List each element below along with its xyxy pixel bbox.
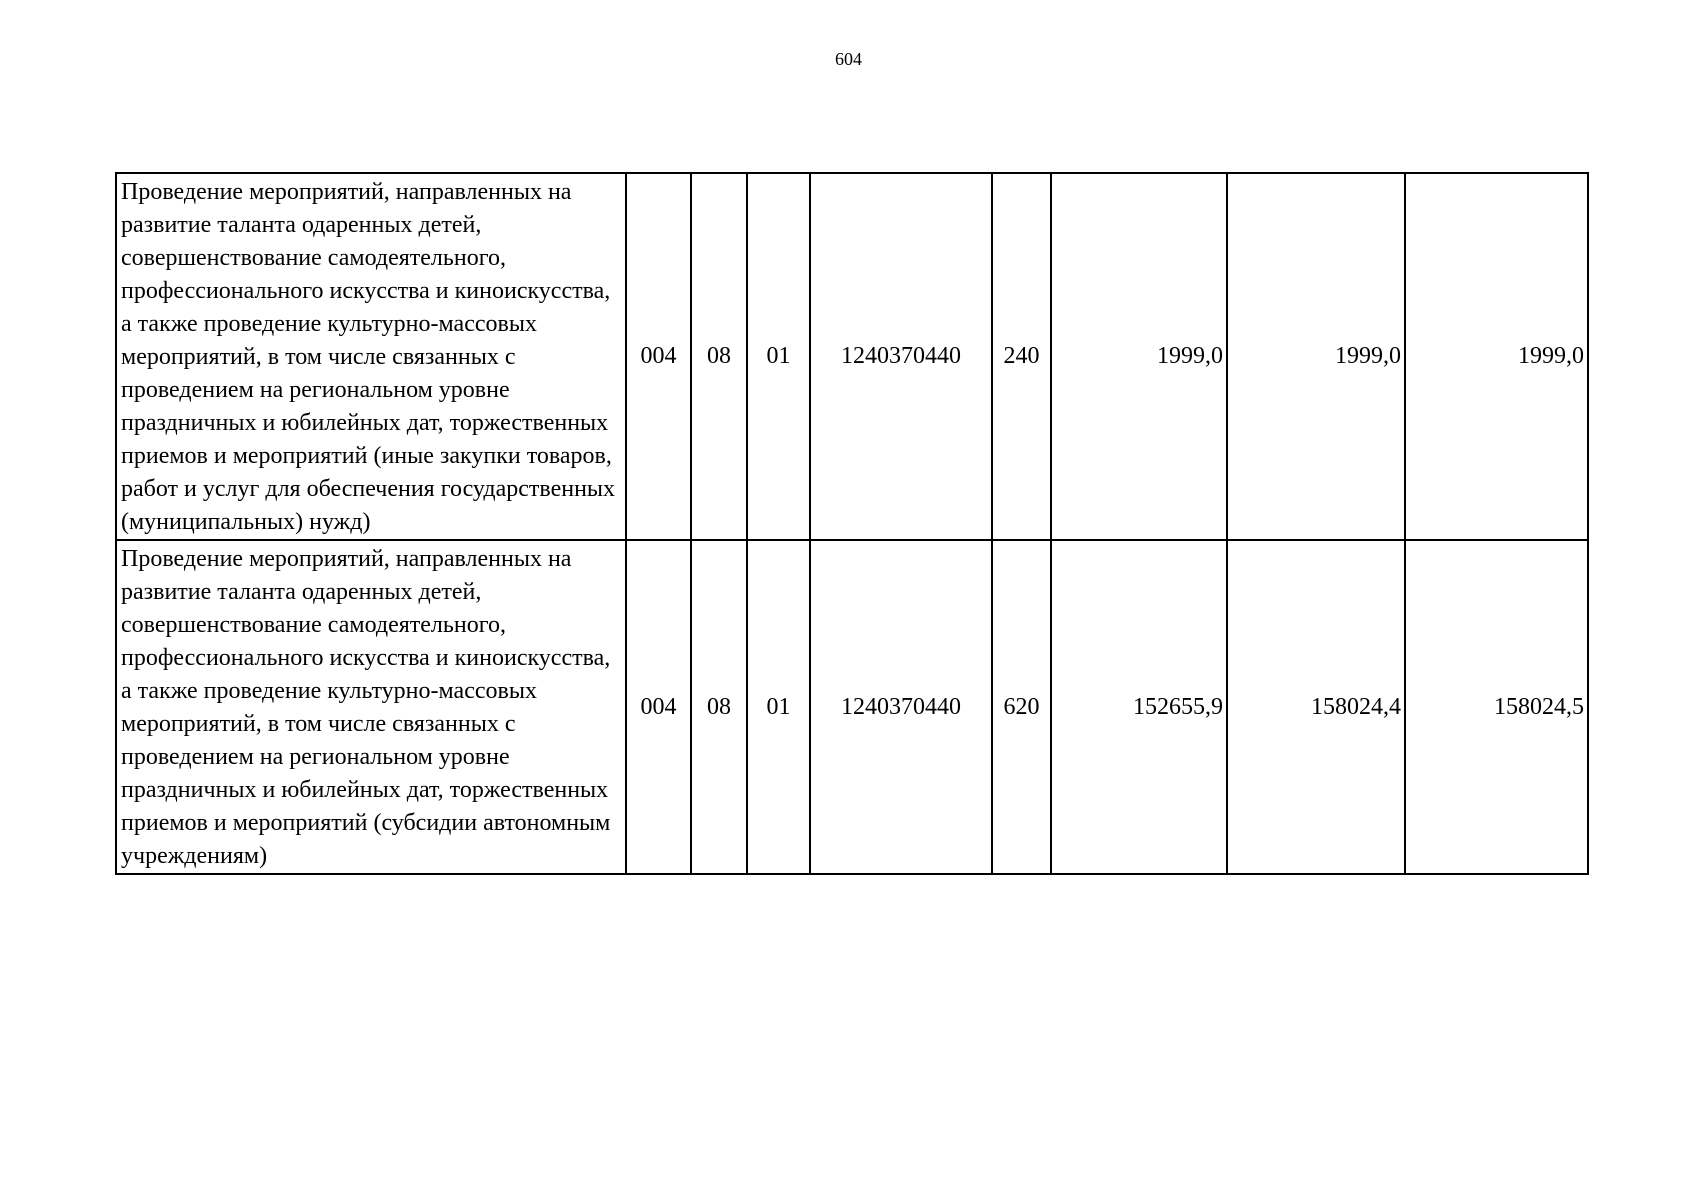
amount-year-3: 1999,0 [1405,173,1588,540]
page-number: 604 [835,49,862,69]
amount-year-1: 152655,9 [1051,540,1227,874]
row-description: Проведение мероприятий, направленных на развитие таланта одаренных детей, совершенствование самодеятельного, профессионального искусства и киноискусства, а также проведение культурно-массовых мероприятий, в том числе связанных с проведением на региональном уровне праздничных и юбилейных дат, торжественных приемов и мероприятий (иные закупки товаров, работ и услуг для обеспечения государственных (муниципальных) нужд) [116,173,626,540]
amount-year-3: 158024,5 [1405,540,1588,874]
amount-year-1: 1999,0 [1051,173,1227,540]
table-row [116,173,1588,540]
section-code: 08 [691,540,747,874]
target-article-code: 1240370440 [810,540,992,874]
ministry-code: 004 [626,173,691,540]
amount-year-2: 1999,0 [1227,173,1405,540]
table-row [116,540,1588,874]
target-article-code: 1240370440 [810,173,992,540]
subsection-code: 01 [747,173,810,540]
budget-table [115,172,1589,875]
expense-type-code: 240 [992,173,1051,540]
expense-type-code: 620 [992,540,1051,874]
amount-year-2: 158024,4 [1227,540,1405,874]
row-description: Проведение мероприятий, направленных на развитие таланта одаренных детей, совершенствование самодеятельного, профессионального искусства и киноискусства, а также проведение культурно-массовых мероприятий, в том числе связанных с проведением на региональном уровне праздничных и юбилейных дат, торжественных приемов и мероприятий (субсидии автономным учреждениям) [116,540,626,874]
subsection-code: 01 [747,540,810,874]
ministry-code: 004 [626,540,691,874]
section-code: 08 [691,173,747,540]
